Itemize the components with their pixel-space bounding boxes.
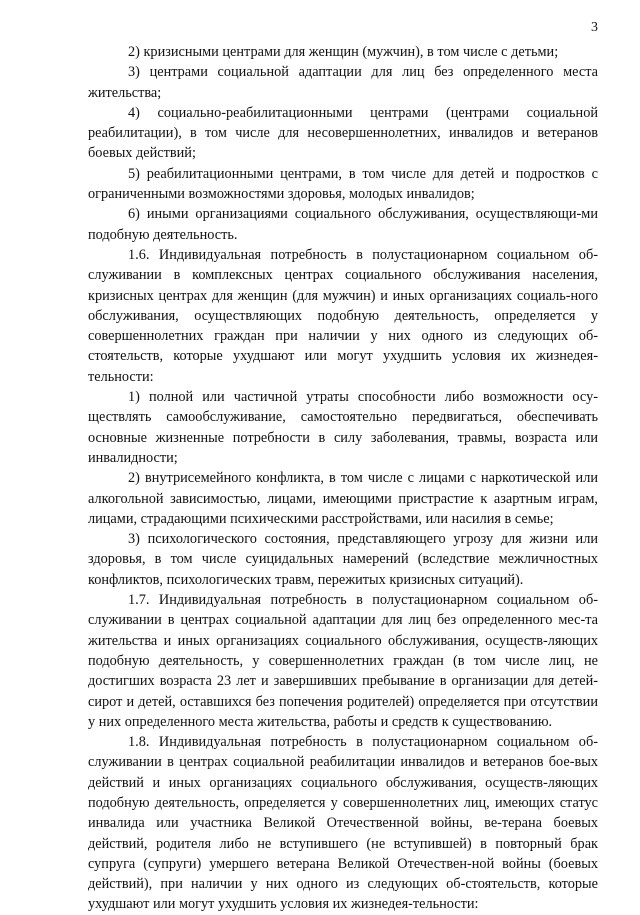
paragraph-section-1-7: 1.7. Индивидуальная потребность в полустационарном социальном об-служивании в центрах социальной адаптации для лиц без определенного мес-та жительства и иных организациях социального обслуживания, осуществ-ляющих подобную деятельность, у совершеннолетних граждан (в том числе лиц, не достигших возраста 23 лет и завершивших пребывание в организации для детей-сирот и детей, оставшихся без попечения родителей) определяется при отсутствии у них определенного места жительства, работы и средств к существованию.: [88, 592, 598, 730]
paragraph-condition-2: 2) внутрисемейного конфликта, в том числе с лицами с наркотической или алкогольной зависимостью, лицами, имеющими пристрастие к азартным играм, лицами, страдающими психическими расстройствами, или насилия в семье;: [88, 470, 598, 527]
paragraph-item-3-adaptation-centers: 3) центрами социальной адаптации для лиц без определенного места жительства;: [88, 64, 598, 101]
paragraph-condition-3: 3) психологического состояния, представляющего угрозу для жизни или здоровья, в том числе суицидальных намерений (вследствие межличностных конфликтов, психологических травм, пережитых кризисных ситуаций).: [88, 531, 598, 588]
paragraph-item-6-other-organizations: 6) иными организациями социального обслуживания, осуществляющи-ми подобную деятельность.: [88, 206, 598, 243]
page-number: 3: [591, 20, 598, 35]
paragraph-item-5-rehab-centers: 5) реабилитационными центрами, в том числе для детей и подростков с ограниченными возможностями здоровья, молодых инвалидов;: [88, 165, 598, 203]
paragraph-section-1-8: 1.8. Индивидуальная потребность в полустационарном социальном об-служивании в центрах социальной реабилитации инвалидов и ветеранов бое-вых действий и иных организациях социального обслуживания, осуществ-ляющих подобную деятельность, определяется у совершеннолетних лиц, имеющих статус инвалида или участника Великой Отечественной войны, ве-терана боевых действий, родителя либо не вступившего (не вступившей) в повторный брак супруга (супруги) умершего ветерана Великой Отечествен-ной войны (боевых действий), при наличии у них одного из следующих об-стоятельств, которые ухудшают или могут ухудшить условия их жизнедея-тельности:: [88, 734, 598, 913]
paragraph-item-2-crisis-centers: 2) кризисными центрами для женщин (мужчин), в том числе с детьми;: [128, 44, 559, 60]
paragraph-condition-1: 1) полной или частичной утраты способности либо возможности осу-ществлять самообслуживание, самостоятельно передвигаться, обеспечивать основные жизненные потребности в силу заболевания, травмы, возраста или инвалидности;: [88, 389, 598, 466]
document-body: [88, 42, 598, 915]
paragraph-item-4-social-rehab-centers: 4) социально-реабилитационными центрами (центрами социальной реабилитации), в том числе для несовершеннолетних, инвалидов и ветеранов боевых действий;: [88, 104, 598, 162]
paragraph-section-1-6: 1.6. Индивидуальная потребность в полустационарном социальном об-служивании в комплексных центрах социального обслуживания населения, кризисных центрах для женщин (для мужчин) и иных организациях социаль-ного обслуживания, осуществляющих подобную деятельность, определяется у совершеннолетних граждан при наличии у них одного из следующих об-стоятельств, которые ухудшают или могут ухудшить условия их жизнедея-тельности:: [88, 246, 598, 385]
